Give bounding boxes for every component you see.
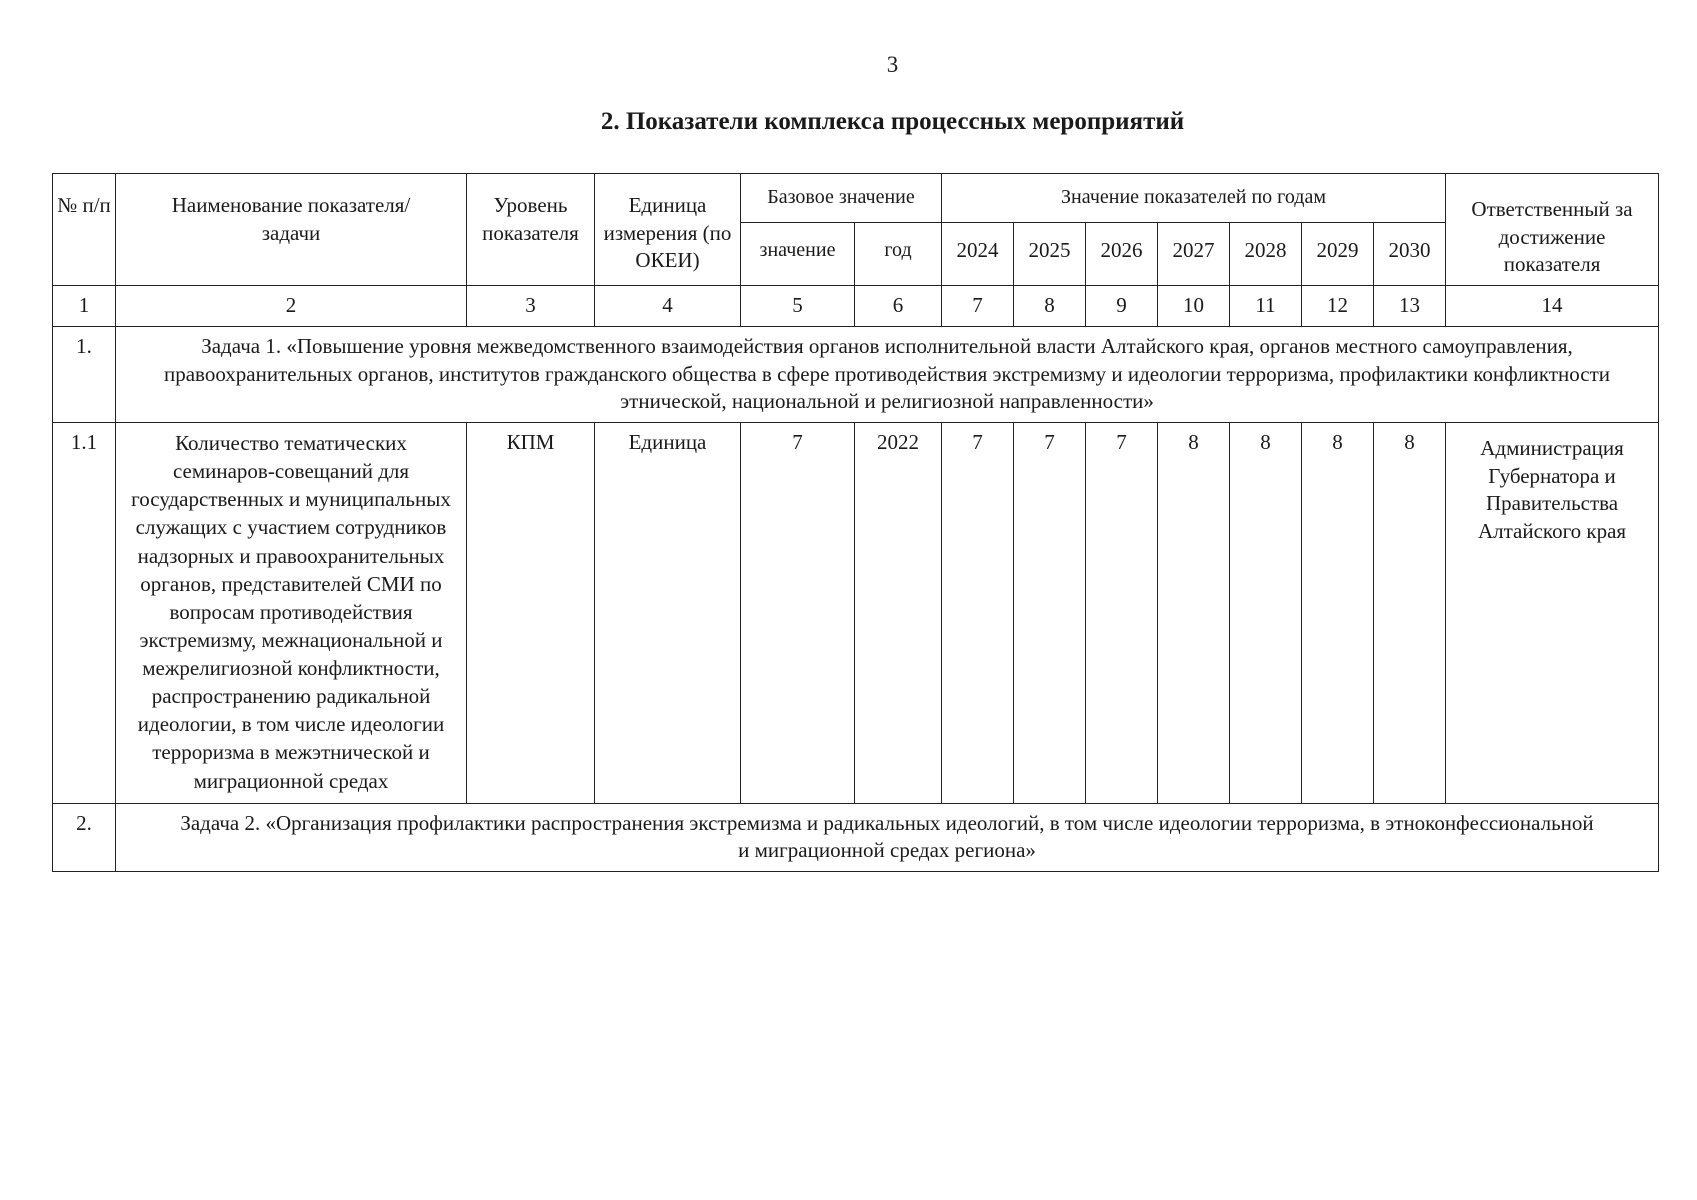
header-base-group: Базовое значение [741, 174, 942, 223]
task-2-text: Задача 2. «Организация профилактики распространения экстремизма и радикальных идеологий, в том числе идеологии терроризма, в этноконфессиональной и миграционной средах региона» [116, 803, 1659, 871]
header-year-2027: 2027 [1158, 222, 1230, 286]
header-year-2030: 2030 [1374, 222, 1446, 286]
indicator-responsible: Администрация Губернатора и Правительства Алтайского края [1446, 423, 1659, 804]
task-1-text: Задача 1. «Повышение уровня межведомственного взаимодействия органов исполнительной власти Алтайского края, органов местного самоуправления, правоохранительных органов, институтов гражданского общества в сфере противодействия экстремизму и идеологии терроризма, профилактики конфликтности этнической, национальной и религиозной направленности» [116, 326, 1659, 422]
indicators-table [52, 173, 1659, 872]
indicator-value-2028: 8 [1230, 423, 1302, 804]
page-number: 3 [886, 52, 899, 77]
indicator-value-2025: 7 [1014, 423, 1086, 804]
column-number: 1 [53, 286, 116, 327]
column-number: 11 [1230, 286, 1302, 327]
header-num: № п/п [53, 174, 116, 286]
header-year-2028: 2028 [1230, 222, 1302, 286]
column-number: 3 [467, 286, 595, 327]
indicator-value-2030: 8 [1374, 423, 1446, 804]
section-title: 2. Показатели комплекса процессных мероприятий [600, 108, 1185, 135]
column-number: 4 [595, 286, 741, 327]
indicator-name: Количество тематических семинаров-совещаний для государственных и муниципальных служащих с участием сотрудников надзорных и правоохранительных органов, представителей СМИ по вопросам противодействия экстремизму, межнациональной и межрелигиозной конфликтности, распространению радикальной идеологии, в том числе идеологии терроризма в межэтнической и миграционной средах [116, 423, 467, 804]
indicator-value-2029: 8 [1302, 423, 1374, 804]
task-1-row [53, 326, 1659, 422]
indicator-value-2027: 8 [1158, 423, 1230, 804]
indicator-unit: Единица [595, 423, 741, 804]
indicator-value-2026: 7 [1086, 423, 1158, 804]
header-base-year: год [855, 222, 942, 286]
column-number: 9 [1086, 286, 1158, 327]
indicator-num: 1.1 [53, 423, 116, 804]
task-2-num: 2. [53, 803, 116, 871]
column-numbers-row [53, 286, 1659, 327]
header-responsible: Ответственный за достижение показателя [1446, 174, 1659, 286]
indicator-row-1-1 [53, 423, 1659, 804]
header-year-2024: 2024 [942, 222, 1014, 286]
header-level: Уровень показателя [467, 174, 595, 286]
column-number: 8 [1014, 286, 1086, 327]
column-number: 5 [741, 286, 855, 327]
column-number: 12 [1302, 286, 1374, 327]
header-year-2025: 2025 [1014, 222, 1086, 286]
header-base-value: значение [741, 222, 855, 286]
header-year-2029: 2029 [1302, 222, 1374, 286]
header-year-2026: 2026 [1086, 222, 1158, 286]
indicator-value-2024: 7 [942, 423, 1014, 804]
column-number: 2 [116, 286, 467, 327]
column-number: 7 [942, 286, 1014, 327]
task-1-num: 1. [53, 326, 116, 422]
task-2-row [53, 803, 1659, 871]
column-number: 10 [1158, 286, 1230, 327]
indicator-base-value: 7 [741, 423, 855, 804]
column-number: 6 [855, 286, 942, 327]
column-number: 14 [1446, 286, 1659, 327]
column-number: 13 [1374, 286, 1446, 327]
header-years-group: Значение показателей по годам [942, 174, 1446, 223]
header-row-1 [53, 174, 1659, 223]
header-unit: Единица измерения (по ОКЕИ) [595, 174, 741, 286]
header-name: Наименование показателя/ задачи [116, 174, 467, 286]
indicator-base-year: 2022 [855, 423, 942, 804]
indicator-level: КПМ [467, 423, 595, 804]
